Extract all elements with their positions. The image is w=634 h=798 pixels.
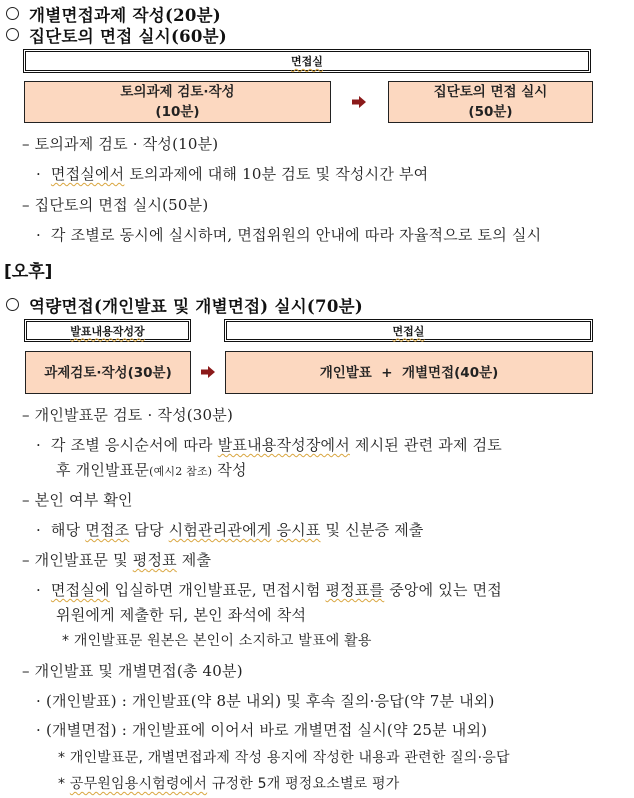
detail-dash-line <box>22 404 233 425</box>
detail-text: 개인발표문 검토 · 작성(30분) <box>34 406 234 424</box>
detail-dot-line <box>36 224 541 245</box>
item-competency-interview <box>6 293 363 317</box>
detail-text: 입실하면 개인발표문, 면접시험 <box>109 581 326 599</box>
detail-note <box>58 773 400 793</box>
step-title: 집단토의 면접 실시 <box>433 84 548 100</box>
detail-text: 응시표 <box>276 521 321 539</box>
detail-text: 공무원임용시험령에서 <box>69 776 208 792</box>
detail-text: 토의과제에 대해 10분 검토 및 작성시간 부여 <box>124 165 429 183</box>
detail-text: 면접실에 <box>50 581 110 599</box>
detail-dot-line <box>36 434 502 455</box>
detail-text: (개인발표) : 개인발표(약 8분 내외) 및 후속 질의·응답(약 7분 내외) <box>45 692 495 710</box>
room-label: 면접실 <box>392 324 425 338</box>
detail-text: 개인발표 및 개별면접(총 40분) <box>34 662 243 680</box>
step-title: 과제검토·작성(30분) <box>44 364 172 381</box>
step-title: 개인발표 + 개별면접(40분) <box>319 364 499 381</box>
detail-continuation-line <box>56 459 247 480</box>
detail-text: 평정표를 <box>325 581 385 599</box>
detail-text: 해당 <box>50 521 86 539</box>
detail-text: 토의과제 검토 · 작성(10분) <box>34 135 219 153</box>
room-label: 발표내용작성장 <box>70 324 145 338</box>
room-box-presentation-prep <box>24 319 191 342</box>
item-text: 역량면접(개인발표 및 개별면접) 실시(70분) <box>29 297 363 316</box>
detail-text: 각 조별 응시순서에 따라 <box>50 436 218 454</box>
circle-bullet-icon <box>6 28 19 41</box>
room-box-interview-room <box>224 319 593 342</box>
item-text: 개별면접과제 작성(20분) <box>29 6 221 25</box>
detail-dot-line <box>36 690 495 711</box>
detail-text: 담당 <box>129 521 169 539</box>
detail-text: 면접조 <box>85 521 130 539</box>
detail-text: 발표내용작성장에서 <box>217 436 350 454</box>
reference-note: (예시2 참조) <box>149 465 213 478</box>
arrow-right-icon <box>352 96 366 108</box>
detail-continuation-line: 위원에게 제출한 뒤, 본인 좌석에 착석 <box>56 606 307 624</box>
detail-note: * 개인발표문, 개별면접과제 작성 용지에 작성한 내용과 관련한 질의·응답 <box>58 750 510 766</box>
step-box-task-prep <box>25 351 191 394</box>
detail-dash-line <box>22 660 243 681</box>
step-box-presentation-interview <box>225 351 593 394</box>
detail-text: 개인발표문 및 <box>34 551 133 569</box>
detail-text: 면접실에서 <box>50 165 125 183</box>
dot-bullet-icon: · <box>36 436 41 454</box>
dash-bullet-icon: – <box>22 135 30 153</box>
detail-text: 제출 <box>176 551 212 569</box>
dot-bullet-icon: · <box>36 692 41 710</box>
step-box-group-discussion <box>388 81 593 123</box>
detail-text: (개별면접) : 개인발표에 이어서 바로 개별면접 실시(약 25분 내외) <box>45 721 488 739</box>
detail-text: 규정한 5개 평정요소별로 평가 <box>207 776 400 792</box>
detail-dot-line <box>36 579 502 600</box>
dot-bullet-icon: · <box>36 581 41 599</box>
detail-text: 집단토의 면접 실시(50분) <box>34 196 209 214</box>
dash-bullet-icon: – <box>22 662 30 680</box>
detail-dot-line <box>36 163 428 184</box>
room-box-interview-room <box>23 49 591 73</box>
dot-bullet-icon: · <box>36 521 41 539</box>
detail-text: 시험관리관에게 <box>168 521 272 539</box>
detail-note: * 개인발표문 원본은 본인이 소지하고 발표에 활용 <box>62 633 372 649</box>
room-label: 면접실 <box>291 55 323 68</box>
detail-text: 평정표 <box>132 551 177 569</box>
detail-dash-line <box>22 549 211 570</box>
item-group-discussion <box>6 23 227 47</box>
detail-dot-line <box>36 719 487 740</box>
dash-bullet-icon: – <box>22 551 30 569</box>
dot-bullet-icon: · <box>36 721 41 739</box>
note-marker: * <box>58 776 70 792</box>
detail-text: 작성 <box>212 461 247 479</box>
detail-dash-line <box>22 194 208 215</box>
step-duration: (10분) <box>155 104 200 120</box>
dot-bullet-icon: · <box>36 226 41 244</box>
detail-text: 중앙에 있는 면접 <box>384 581 502 599</box>
detail-dot-line <box>36 519 424 540</box>
item-text: 집단토의 면접 실시(60분) <box>29 27 228 46</box>
detail-text: 및 신분증 제출 <box>320 521 424 539</box>
dot-bullet-icon: · <box>36 165 41 183</box>
section-heading-afternoon: [오후] <box>4 262 53 282</box>
arrow-right-icon <box>201 366 215 378</box>
step-title: 토의과제 검토·작성 <box>120 84 235 100</box>
step-duration: (50분) <box>468 104 513 120</box>
dash-bullet-icon: – <box>22 406 30 424</box>
dash-bullet-icon: – <box>22 196 30 214</box>
step-box-task-review <box>24 81 331 123</box>
dash-bullet-icon: – <box>22 491 30 509</box>
circle-bullet-icon <box>6 7 19 20</box>
detail-text: 후 개인발표문 <box>56 461 150 479</box>
detail-text: 각 조별로 동시에 실시하며, 면접위원의 안내에 따라 자율적으로 토의 실시 <box>50 226 542 244</box>
detail-text: 본인 여부 확인 <box>34 491 133 509</box>
detail-text: 제시된 관련 과제 검토 <box>349 436 502 454</box>
circle-bullet-icon <box>6 298 19 311</box>
detail-dash-line <box>22 133 218 154</box>
detail-dash-line <box>22 489 133 510</box>
